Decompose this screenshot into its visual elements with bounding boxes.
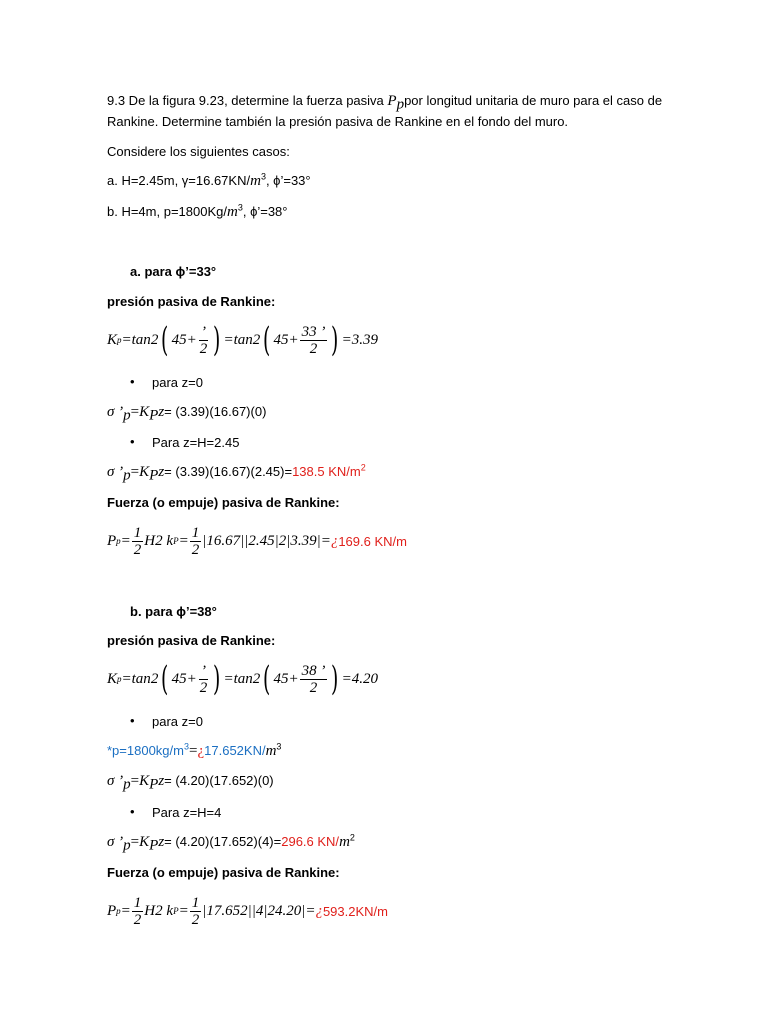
section-a-sigma-0 <box>107 403 267 424</box>
math-fraction <box>300 324 328 357</box>
math-symbol: ¿ <box>330 532 339 549</box>
math-paren: ) <box>213 659 221 699</box>
math-bar: | <box>301 902 306 919</box>
math-symbol: m <box>250 173 261 189</box>
math-fraction <box>300 663 328 696</box>
bullet-icon: • <box>130 804 135 819</box>
math-subscript: p <box>396 96 405 113</box>
result-value: 169.6 KN/m <box>338 533 407 549</box>
math-function: tan <box>131 670 151 687</box>
math-number: 45 <box>171 670 187 687</box>
math-bar: | <box>247 902 252 919</box>
math-number: 45 <box>273 670 289 687</box>
math-symbol: k <box>166 532 174 549</box>
math-paren: ( <box>263 659 271 699</box>
math-subscript: P <box>149 407 159 424</box>
math-operator: = <box>121 670 132 687</box>
bullet-icon: • <box>130 434 135 449</box>
result-value: 138.5 KN/m <box>292 464 361 479</box>
math-symbol: z <box>158 773 165 789</box>
fraction-numerator: 33 ’ <box>301 323 326 340</box>
math-paren: ) <box>331 659 339 699</box>
math-paren: ) <box>331 320 339 360</box>
math-number: 45 <box>171 331 187 348</box>
fraction-numerator: ’ <box>200 323 206 340</box>
section-b-pressure-title: presión pasiva de Rankine: <box>107 633 276 648</box>
math-symbol: m <box>339 834 350 850</box>
math-symbol: ¿ <box>197 743 205 759</box>
math-symbol: z <box>158 464 165 480</box>
math-number: 4.20 <box>274 902 302 919</box>
section-a-pressure-title: presión pasiva de Rankine: <box>107 294 276 309</box>
math-operator: = <box>130 834 140 850</box>
math-bar: | <box>316 532 321 549</box>
math-symbol: K <box>107 670 118 687</box>
math-bar: | <box>240 532 245 549</box>
fraction-denominator: 2 <box>191 541 200 558</box>
math-operator: = <box>178 902 189 919</box>
math-bar: | <box>274 532 279 549</box>
math-subscript: p <box>123 407 131 424</box>
math-operator: = <box>120 532 131 549</box>
math-symbol: ¿ <box>315 902 323 919</box>
math-symbol: K <box>139 464 150 480</box>
math-subscript: p <box>123 776 131 793</box>
math-bar: | <box>251 902 256 919</box>
problem-line-1 <box>107 92 663 113</box>
case-text: , ϕ’=33° <box>265 173 311 188</box>
math-symbol: z <box>158 834 165 850</box>
math-operator: + <box>288 670 299 687</box>
math-paren: ( <box>161 659 169 699</box>
math-superscript: 3 <box>276 741 282 752</box>
section-b-sigma-H <box>107 832 355 854</box>
problem-text: por longitud unitaria de muro para el caso de <box>404 93 663 108</box>
fraction-denominator: 2 <box>199 679 208 696</box>
math-bar: | <box>263 902 268 919</box>
section-a-force-equation: P p = $\frac{1}{2}$ H 2 k P = $\frac{1}{2}$ | 16.67 | | 2.45 | 2 | 3.39 | = ¿ 169.6 KN/m <box>107 524 407 558</box>
math-bar: | <box>244 532 249 549</box>
fraction-denominator: 2 <box>309 340 318 357</box>
math-operator: + <box>186 670 197 687</box>
math-symbol: k <box>166 902 174 919</box>
math-symbol: H <box>144 902 156 919</box>
case-b <box>107 203 288 221</box>
math-operator: = <box>130 404 140 420</box>
case-a <box>107 172 311 190</box>
section-a-heading: a. para ϕ’=33° <box>130 264 217 279</box>
case-text: b. H=4m, p=1800Kg/ <box>107 204 227 219</box>
fraction-numerator: 1 <box>133 524 142 541</box>
math-bar: | <box>286 532 291 549</box>
math-fraction <box>190 895 202 928</box>
section-b-force-equation: P p = $\frac{1}{2}$ H 2 k P = $\frac{1}{2}$ | 17.652 | | 4 | 2 4.20 | = ¿ 593.2KN/m <box>107 894 388 928</box>
math-superscript: 3 <box>183 741 189 752</box>
section-b-kp-equation: K p = tan 2 ( 45 + $\frac{’}{2}$ ) = tan 2 ( 45 + $\frac{38 ’}{2}$ ) =4.20 <box>107 659 379 699</box>
result-value: 593.2KN/m <box>322 903 388 919</box>
math-operator: = <box>223 331 234 348</box>
math-symbol: H <box>144 532 156 549</box>
math-symbol: m <box>265 743 277 759</box>
math-paren: ( <box>161 320 169 360</box>
math-operator: = <box>130 773 140 789</box>
bullet-icon: • <box>130 713 135 728</box>
math-operator: = <box>120 902 131 919</box>
math-symbol: P <box>387 93 397 109</box>
math-result: =3.39 <box>341 331 379 348</box>
fraction-denominator: 2 <box>199 340 208 357</box>
result-value: 296.6 KN/ <box>281 834 340 849</box>
fraction-denominator: 2 <box>191 911 200 928</box>
math-number: 3.39 <box>290 532 317 549</box>
math-function: tan <box>131 331 151 348</box>
math-operator: = <box>305 902 316 919</box>
math-symbol: K <box>139 773 150 789</box>
math-number: 45 <box>273 331 289 348</box>
case-text: a. H=2.45m, γ=16.67KN/ <box>107 173 251 188</box>
math-symbol: z <box>158 404 165 420</box>
math-symbol: σ ’ <box>107 773 124 789</box>
math-fraction <box>190 525 202 558</box>
math-symbol: K <box>107 331 118 348</box>
fraction-numerator: 1 <box>133 894 142 911</box>
math-bar: | <box>202 902 207 919</box>
math-superscript: 3 <box>237 202 243 213</box>
math-number: 4 <box>255 902 264 919</box>
math-expression: = (3.39)(16.67)(0) <box>164 404 267 419</box>
fraction-numerator: 1 <box>191 894 200 911</box>
math-function: tan <box>233 670 253 687</box>
fraction-numerator: ’ <box>200 662 206 679</box>
math-fraction <box>132 895 144 928</box>
math-subscript: P <box>149 776 159 793</box>
math-paren: ) <box>213 320 221 360</box>
math-superscript: 2 <box>360 462 366 473</box>
math-expression: = (3.39)(16.67)(2.45)= <box>164 464 293 479</box>
problem-line-2: Rankine. Determine también la presión pasiva de Rankine en el fondo del muro. <box>107 114 569 129</box>
fraction-denominator: 2 <box>133 541 142 558</box>
section-b-sigma-0 <box>107 772 274 793</box>
section-a-kp-equation: K p = tan 2 ( 45 + $\frac{’}{2}$ ) = tan 2 ( 45 + $\frac{33 ’}{2}$ ) =3.39 <box>107 320 379 360</box>
math-operator: + <box>186 331 197 348</box>
math-fraction <box>198 663 210 696</box>
math-result: =4.20 <box>341 670 379 687</box>
case-text: , ϕ’=38° <box>242 204 288 219</box>
fraction-numerator: 38 ’ <box>301 662 326 679</box>
math-operator: + <box>288 331 299 348</box>
math-symbol: σ ’ <box>107 404 124 420</box>
math-bar: | <box>202 532 207 549</box>
math-number: 2.45 <box>248 532 275 549</box>
math-superscript: 3 <box>260 171 266 182</box>
math-symbol: P <box>107 902 117 919</box>
math-operator: = <box>320 532 331 549</box>
section-a-sigma-H <box>107 462 366 484</box>
section-a-force-title: Fuerza (o empuje) pasiva de Rankine: <box>107 495 340 510</box>
math-symbol: K <box>139 834 150 850</box>
math-expression: = (4.20)(17.652)(4)= <box>164 834 282 849</box>
section-b-density-note <box>107 742 281 760</box>
cases-intro: Considere los siguientes casos: <box>107 144 290 159</box>
math-operator: = <box>223 670 234 687</box>
math-symbol: σ ’ <box>107 464 124 480</box>
math-operator: = <box>130 464 140 480</box>
math-number: 16.67 <box>206 532 241 549</box>
math-subscript: p <box>123 837 131 854</box>
math-symbol: K <box>139 404 150 420</box>
fraction-numerator: 1 <box>191 524 200 541</box>
math-operator: = <box>178 532 189 549</box>
math-symbol: m <box>226 204 238 220</box>
section-a-bullet-1: para z=0 <box>152 375 203 390</box>
section-b-bullet-2: Para z=H=4 <box>152 805 222 820</box>
note-result: 17.652KN/ <box>204 743 266 758</box>
math-subscript: P <box>149 467 159 484</box>
bullet-icon: • <box>130 374 135 389</box>
math-fraction <box>198 324 210 357</box>
math-subscript: P <box>149 837 159 854</box>
math-operator: = <box>189 743 198 759</box>
math-expression: = (4.20)(17.652)(0) <box>164 773 274 788</box>
math-subscript: p <box>123 467 131 484</box>
math-symbol: P <box>107 532 117 549</box>
note-text: *p=1800kg/m <box>107 743 184 758</box>
math-operator: = <box>121 331 132 348</box>
math-symbol: σ ’ <box>107 834 124 850</box>
section-b-heading: b. para ϕ’=38° <box>130 604 217 619</box>
math-paren: ( <box>263 320 271 360</box>
fraction-denominator: 2 <box>133 911 142 928</box>
section-b-bullet-1: para z=0 <box>152 714 203 729</box>
section-a-bullet-2: Para z=H=2.45 <box>152 435 240 450</box>
problem-text: 9.3 De la figura 9.23, determine la fuerza pasiva <box>107 93 388 108</box>
fraction-denominator: 2 <box>309 679 318 696</box>
section-b-force-title: Fuerza (o empuje) pasiva de Rankine: <box>107 865 340 880</box>
math-fraction <box>132 525 144 558</box>
math-function: tan <box>233 331 253 348</box>
math-number: 17.652 <box>206 902 248 919</box>
math-superscript: 2 <box>349 832 355 843</box>
